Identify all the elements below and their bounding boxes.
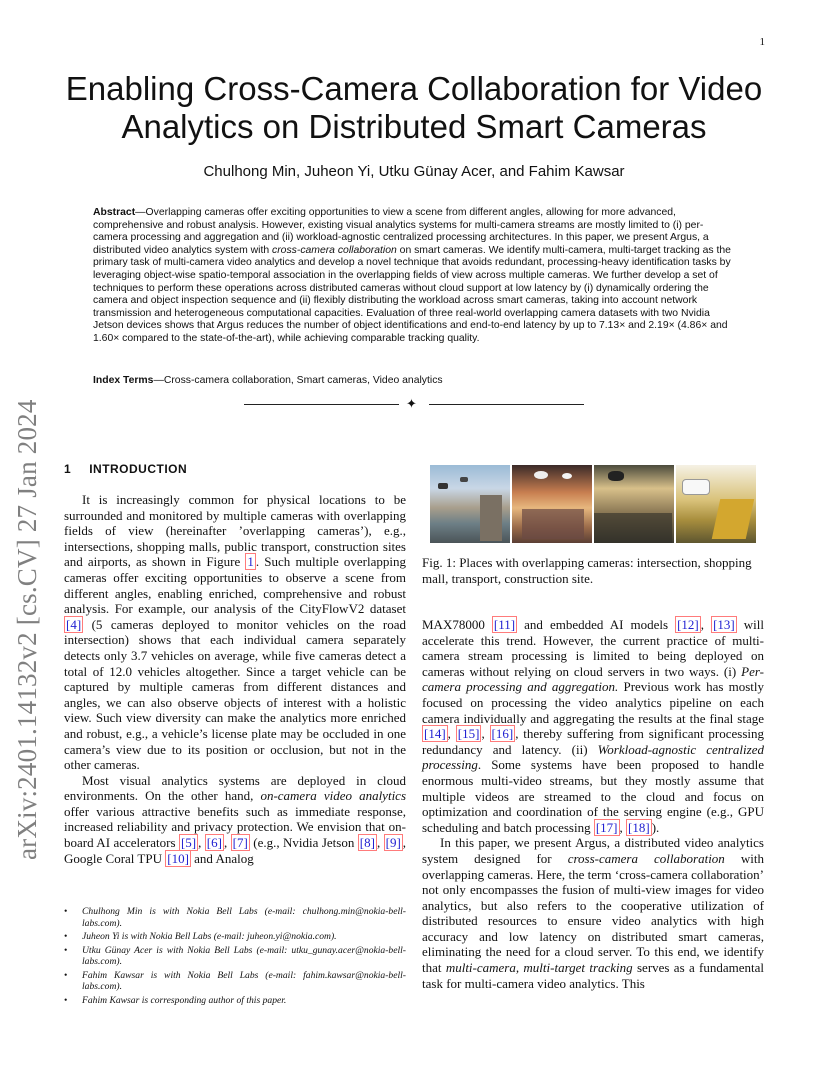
abstract [93,207,735,346]
footnote-item: • Juheon Yi is with Nokia Bell Labs (e-mail: juheon.yi@nokia.com). [64,931,406,943]
text-run: . Some systems have been proposed to handle enormous multi-video streams, but they mostly assume that multiple videos are streamed to the cloud and focus on optimization and coordination of the serving engine (e.g., GPU scheduling and batch processing [422,757,764,835]
citation-link[interactable]: [11] [493,617,516,632]
construction-site-photo [676,465,756,543]
citation-link[interactable]: [4] [66,616,82,632]
author-footnotes [64,906,406,1008]
text-run: , [619,819,627,835]
index-terms [93,375,735,386]
abstract-emphasis: cross-camera collaboration [272,244,397,256]
text-emphasis: Per-camera processing and aggregation. [422,663,764,695]
text-run: MAX78000 [422,617,492,632]
citation-link[interactable]: [6] [206,835,222,851]
text-emphasis: cross-camera collaboration [567,850,725,866]
text-run: Most visual analytics systems are deployed in cloud environments. On the other hand, [64,772,406,804]
author-list: Chulhong Min, Juheon Yi, Utku Günay Acer, and Fahim Kawsar [203,163,625,180]
divider-line-right [429,404,584,405]
citation-link[interactable]: [5] [180,835,197,851]
paper-title: Enabling Cross-Camera Collaboration for Video Analytics on Distributed Smart Cameras [65,70,763,145]
text-emphasis: Workload-agnostic centralized processing [422,741,764,773]
text-run: , thereby suffering from significant processing redundancy and latency. (ii) [422,726,765,757]
divider-line-left [244,404,399,405]
citation-link[interactable]: [18] [628,819,650,835]
figure-link[interactable]: 1 [247,554,254,570]
text-run: , [481,726,490,742]
footnote-item: • Utku Günay Acer is with Nokia Bell Labs (e-mail: utku_gunay.acer@nokia-bell-labs.com). [64,945,406,968]
figure-1-caption: Fig. 1: Places with overlapping cameras: intersection, shopping mall, transport, construction site. [422,555,752,586]
arxiv-stamp[interactable]: arXiv:2401.14132v2 [cs.CV] 27 Jan 2024 [12,399,42,860]
text-run: offer various attractive benefits such as immediate response, increased reliability and privacy protection. We envision that on-board AI accelerators [64,803,406,851]
section-number: 1 [64,462,72,476]
text-run: and Analog [190,850,254,866]
text-run: ). [651,819,660,835]
section-heading [64,462,406,476]
footnote-item: • Fahim Kawsar is corresponding author of this paper. [64,995,406,1007]
text-run: , [198,835,205,851]
text-run: (e.g., Nvidia Jetson [249,835,358,851]
intro-paragraph-2 [64,773,406,867]
text-run: with overlapping cameras. Here, the term ‘cross-camera collaboration’ not only encompasses the fusion of multi-view images for video analytics, but also refers to the cooperative utilization of distributed resources to ensure video analytics with high accuracy and low latency on distributed smart cameras, eliminating the need for a cloud server. To this end, we identify that [422,850,764,976]
footnote-item: • Fahim Kawsar is with Nokia Bell Labs (e-mail: fahim.kawsar@nokia-bell-labs.com). [64,970,406,993]
right-paragraph-1 [422,617,764,835]
text-run: It is increasingly common for physical locations to be surrounded and monitored by multiple cameras with overlapping fields of view (hereinafter ’overlapping cameras’), e.g., intersections, shopping malls, public transport, construction sites and airports, as shown in Figure [64,492,406,570]
index-terms-text: —Cross-camera collaboration, Smart cameras, Video analytics [153,375,443,386]
transport-photo [594,465,674,543]
left-column [64,462,406,866]
text-emphasis: on-camera video analytics [260,788,407,804]
index-terms-label: Index Terms [93,375,154,386]
text-run: , [447,726,456,742]
citation-link[interactable]: [15] [457,726,480,742]
text-run: , Google Coral TPU [64,835,407,866]
divider-ornament-icon: ✦ [406,396,417,411]
citation-link[interactable]: [16] [491,726,514,742]
text-run: (5 cameras deployed to monitor vehicles on the road intersection) shows that each individual camera separately detects only 3.7 vehicles on average, while five cameras detect a total of 12.0 vehicles altogether. Since a target vehicle can be captured by multiple cameras from different distances and angles, we can also observe objects of interest with a holistic view. Such view diversity can make the analytics more enriched and robust, e.g., a vehicle’s license plate may be occluded in one camera’s view due to its position or occlusion, but not in the other cameras. [64,616,406,773]
section-divider [244,396,584,411]
shopping-mall-photo [512,465,592,543]
text-run: serves as a fundamental task for multi-camera video analytics. This [422,960,764,991]
right-column [422,465,764,991]
text-run: , [223,835,231,851]
abstract-text-1: —Overlapping cameras offer exciting opportunities to view a scene from different angles, allowing for more advanced, comprehensive and robust analysis. However, existing visual analytics systems for multi-camera streams are mostly limited to (i) per-camera processing and aggregation and (ii) workload-agnostic centralized processing architectures. In this paper, we present Argus, a distributed video analytics system with [93,207,709,256]
page-number: 1 [759,36,765,48]
text-run: In this paper, we present Argus, a distributed video analytics system designed for [422,835,764,866]
text-emphasis: multi-camera, multi-target tracking [445,960,633,976]
abstract-label: Abstract [93,207,136,218]
section-title: INTRODUCTION [89,462,188,476]
citation-link[interactable]: [7] [232,835,248,851]
right-paragraph-2 [422,835,764,991]
footnote-item: • Chulhong Min is with Nokia Bell Labs (e-mail: chulhong.min@nokia-bell-labs.com). [64,906,406,929]
intro-paragraph-1 [64,492,406,773]
citation-link[interactable]: [12] [677,617,699,632]
citation-link[interactable]: [17] [595,819,618,835]
abstract-text-2: on smart cameras. We identify multi-camera, multi-target tracking as the primary task of multi-camera video analytics and develop a novel technique that avoids redundant, processing-heavy identification tasks by leveraging object-wise spatio-temporal association in the overlapping fields of view across multiple cameras. We further develop a set of techniques to perform these operations across distributed cameras without cloud support at low latency by (i) dynamically ordering the camera and object inspection sequence and (ii) flexibly distributing the workload across smart cameras, taking into account network transmission and heterogeneous computational capacities. Evaluation of three real-world overlapping camera datasets with two Nvidia Jetson devices shows that Argus reduces the number of object identifications and end-to-end latency by up to 7.13× and 2.19× (4.86× and 1.60× compared to the state-of-the-art), while achieving comparable tracking quality. [93,244,731,344]
citation-link[interactable]: [8] [359,835,375,851]
citation-link[interactable]: [13] [713,617,735,632]
text-run: , [700,617,712,632]
right-column-text [422,617,764,991]
text-run: will accelerate this trend. However, the current practice of multi-camera stream processing is limited to being deployed on cameras without relying on cloud servers in two ways. (i) [422,617,765,679]
intersection-photo [430,465,510,543]
citation-link[interactable]: [9] [385,835,401,851]
text-run: and embedded AI models [517,617,676,632]
citation-link[interactable]: [10] [167,850,189,866]
text-run: Previous work has mostly focused on processing the video analytics pipeline on each camera individually and aggregating the results at the final stage [422,679,765,726]
text-run: . Such multiple overlapping cameras offer exciting opportunities to observe a scene from different angles, enabling enriched, comprehensive and robust analysis. For example, our analysis of the CityFlowV2 dataset [64,554,406,617]
text-run: , [376,835,384,851]
citation-link[interactable]: [14] [424,726,446,742]
figure-1-photos [430,465,756,543]
